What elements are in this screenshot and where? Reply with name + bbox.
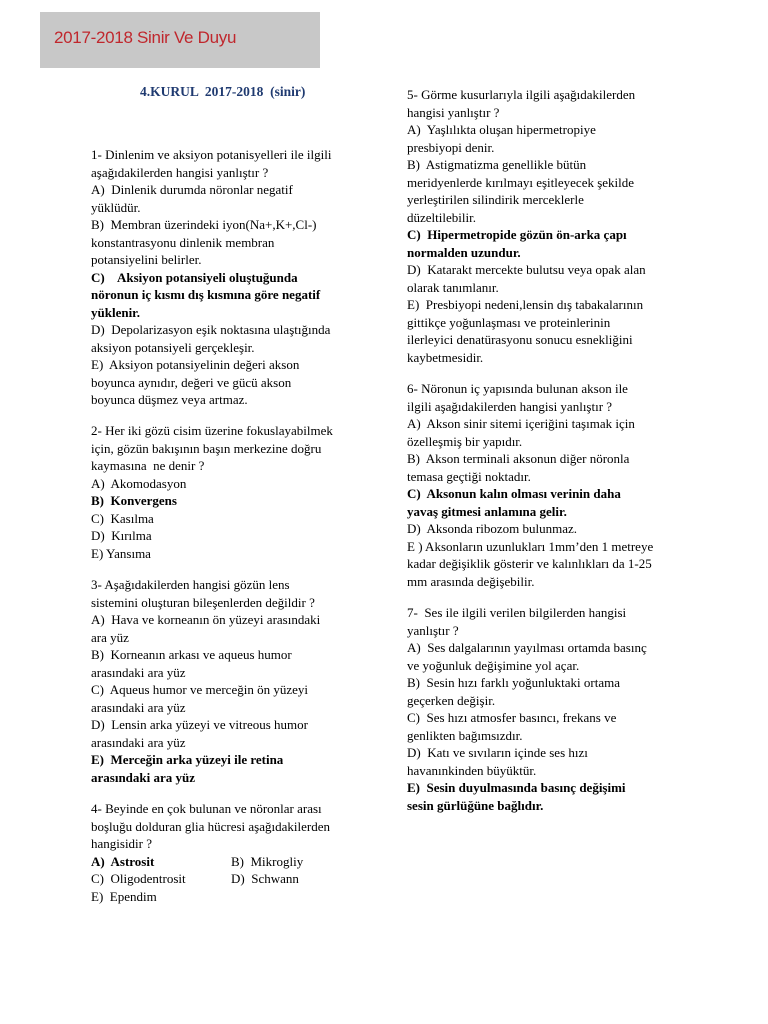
q2-option-c: C) Kasılma bbox=[91, 510, 154, 526]
q1-option-b: potansiyelini belirler. bbox=[91, 252, 202, 267]
q6-option-a: A) Akson sinir sitemi içeriğini taşımak için bbox=[407, 416, 635, 431]
q6-option-e: mm arasında değişebilir. bbox=[407, 573, 535, 589]
q2-option-a: A) Akomodasyon bbox=[91, 475, 187, 491]
q1-stem-line: aşağıdakilerden hangisi yanlıştır ? bbox=[91, 164, 269, 180]
q7-option-d: D) Katı ve sıvıların içinde ses hızı bbox=[407, 745, 588, 760]
q5-option-e: kaybetmesidir. bbox=[407, 349, 484, 365]
q4-option-e: E) Ependim bbox=[91, 888, 157, 904]
q4-stem-line: 4- Beyinde en çok bulunan ve nöronlar arası bbox=[91, 801, 322, 816]
q5-option-b: meridyenlerde kırılmayı eşitleyecek şekilde bbox=[407, 174, 635, 190]
q6-stem-line: 6- Nöronun iç yapısında bulunan akson ile bbox=[407, 381, 628, 396]
q4-option-c: C) Oligodentrosit bbox=[91, 871, 186, 886]
q3-option-c: arasındaki ara yüz bbox=[91, 699, 186, 715]
q6-option-e: kadar değişiklik gösterir ve kalınlıkları da 1-25 bbox=[407, 556, 652, 571]
question-7 bbox=[407, 604, 647, 814]
q7-option-c: C) Ses hızı atmosfer basıncı, frekans ve bbox=[407, 710, 617, 725]
q5-option-d: olarak tanımlanır. bbox=[407, 279, 499, 295]
q2-stem-line: kaymasına ne denir ? bbox=[91, 458, 205, 473]
q7-option-e-answer: E) Sesin duyulmasında basınç değişimi bbox=[407, 780, 626, 795]
q5-option-e: gittikçe yoğunlaşması ve proteinlerinin bbox=[407, 314, 611, 330]
header-banner bbox=[40, 12, 320, 68]
q4-option-d: D) Schwann bbox=[231, 871, 299, 886]
question-3 bbox=[91, 576, 320, 786]
q4-options-row bbox=[91, 870, 330, 888]
q1-option-e: boyunca aynıdır, değeri ve gücü akson bbox=[91, 374, 292, 390]
q4-stem-line: hangisidir ? bbox=[91, 836, 153, 851]
q6-option-b: B) Akson terminali aksonun diğer nöronla bbox=[407, 451, 630, 466]
q3-option-e-answer: E) Merceğin arka yüzeyi ile retina bbox=[91, 752, 284, 767]
q2-option-e: E) Yansıma bbox=[91, 545, 151, 561]
q5-option-e: E) Presbiyopi nedeni,lensin dış tabakalarının bbox=[407, 297, 644, 312]
q5-option-a: presbiyopi denir. bbox=[407, 139, 495, 155]
q3-option-e-answer: arasındaki ara yüz bbox=[91, 769, 196, 785]
q7-option-a: ve yoğunluk değişimine yol açar. bbox=[407, 657, 580, 673]
q4-option-b: B) Mikrogliy bbox=[231, 853, 304, 869]
q7-option-a: A) Ses dalgalarının yayılması ortamda basınç bbox=[407, 640, 647, 655]
q5-option-b: B) Astigmatizma genellikle bütün bbox=[407, 157, 587, 172]
q3-stem-line: 3- Aşağıdakilerden hangisi gözün lens bbox=[91, 577, 290, 592]
q1-option-b: konstantrasyonu dinlenik membran bbox=[91, 234, 275, 250]
q6-option-d: D) Aksonda ribozom bulunmaz. bbox=[407, 521, 578, 536]
question-6 bbox=[407, 380, 653, 590]
document-heading: 4.KURUL 2017-2018 (sinir) bbox=[140, 84, 306, 99]
q3-option-b: arasındaki ara yüz bbox=[91, 664, 186, 680]
q2-stem-line: 2- Her iki gözü cisim üzerine fokuslayabilmek bbox=[91, 423, 333, 438]
q1-stem-line: 1- Dinlenim ve aksiyon potanisyelleri ile ilgili bbox=[91, 147, 332, 162]
q4-options-row bbox=[91, 853, 330, 871]
q1-option-e: E) Aksiyon potansiyelinin değeri akson bbox=[91, 357, 300, 372]
q1-option-a: yüklüdür. bbox=[91, 199, 141, 215]
q1-option-c-answer: nöronun iç kısmı dış kısmına göre negatif bbox=[91, 287, 321, 302]
q1-option-c-answer: yüklenir. bbox=[91, 304, 141, 320]
q5-option-e: ilerleyici denatürasyonu sonucu esnekliğini bbox=[407, 332, 633, 347]
q5-option-b: yerleştirilen silindirik merceklerle bbox=[407, 192, 584, 207]
header-title: 2017-2018 Sinir Ve Duyu bbox=[54, 28, 237, 47]
q4-stem-line: boşluğu dolduran glia hücresi aşağıdakilerden bbox=[91, 818, 330, 834]
q1-option-d: aksiyon potansiyeli gerçekleşir. bbox=[91, 339, 255, 355]
q7-option-b: geçerken değişir. bbox=[407, 692, 496, 708]
q3-option-b: B) Korneanın arkası ve aqueus humor bbox=[91, 647, 292, 662]
q3-option-d: arasındaki ara yüz bbox=[91, 734, 186, 750]
q7-option-d: havanınkinden büyüktür. bbox=[407, 762, 537, 778]
question-4 bbox=[91, 800, 330, 905]
q6-stem-line: ilgili aşağıdakilerden hangisi yanlıştır ? bbox=[407, 398, 613, 414]
q6-option-c-answer: yavaş gitmesi anlamına gelir. bbox=[407, 503, 567, 519]
q1-option-c-answer: C) Aksiyon potansiyeli oluştuğunda bbox=[91, 269, 298, 285]
question-1 bbox=[91, 146, 331, 409]
q7-option-b: B) Sesin hızı farklı yoğunluktaki ortama bbox=[407, 675, 621, 690]
q7-stem-line: yanlıştır ? bbox=[407, 622, 459, 638]
q4-option-a-answer: A) Astrosit bbox=[91, 853, 155, 869]
q2-stem-line: için, gözün bakışının başın merkezine doğru bbox=[91, 440, 322, 456]
q5-option-d: D) Katarakt mercekte bulutsu veya opak alan bbox=[407, 262, 646, 277]
q5-option-c-answer: C) Hipermetropide gözün ön-arka çapı bbox=[407, 227, 627, 242]
q1-option-d: D) Depolarizasyon eşik noktasına ulaştığında bbox=[91, 322, 331, 337]
q1-option-a: A) Dinlenik durumda nöronlar negatif bbox=[91, 182, 293, 197]
q6-option-a: özelleşmiş bir yapıdır. bbox=[407, 433, 523, 449]
q5-stem-line: 5- Görme kusurlarıyla ilgili aşağıdakilerden bbox=[407, 87, 636, 102]
q3-option-c: C) Aqueus humor ve merceğin ön yüzeyi bbox=[91, 682, 308, 697]
q5-option-c-answer: normalden uzundur. bbox=[407, 244, 521, 260]
q3-option-a: A) Hava ve korneanın ön yüzeyi arasındaki bbox=[91, 612, 321, 627]
q1-option-b: B) Membran üzerindeki iyon(Na+,K+,Cl-) bbox=[91, 217, 317, 232]
q5-option-a: A) Yaşlılıkta oluşan hipermetropiye bbox=[407, 122, 596, 137]
q1-option-e: boyunca düşmez veya artmaz. bbox=[91, 392, 248, 407]
q3-option-d: D) Lensin arka yüzeyi ve vitreous humor bbox=[91, 717, 308, 732]
q3-option-a: ara yüz bbox=[91, 629, 129, 645]
q7-option-c: genlikten bağımsızdır. bbox=[407, 727, 523, 743]
q2-option-b-answer: B) Konvergens bbox=[91, 493, 177, 508]
q7-option-e-answer: sesin gürlüğüne bağlıdır. bbox=[407, 797, 544, 813]
question-5 bbox=[407, 86, 646, 366]
question-2 bbox=[91, 422, 333, 562]
q6-option-c-answer: C) Aksonun kalın olması verinin daha bbox=[407, 486, 621, 501]
q5-stem-line: hangisi yanlıştır ? bbox=[407, 104, 500, 120]
q6-option-b: temasa geçtiği noktadır. bbox=[407, 468, 531, 484]
q6-option-e: E ) Aksonların uzunlukları 1mm’den 1 metreye bbox=[407, 538, 654, 554]
q2-option-d: D) Kırılma bbox=[91, 528, 152, 543]
q5-option-b: düzeltilebilir. bbox=[407, 209, 476, 225]
q3-stem-line: sistemini oluşturan bileşenlerden değildir ? bbox=[91, 594, 315, 610]
q7-stem-line: 7- Ses ile ilgili verilen bilgilerden hangisi bbox=[407, 605, 627, 620]
